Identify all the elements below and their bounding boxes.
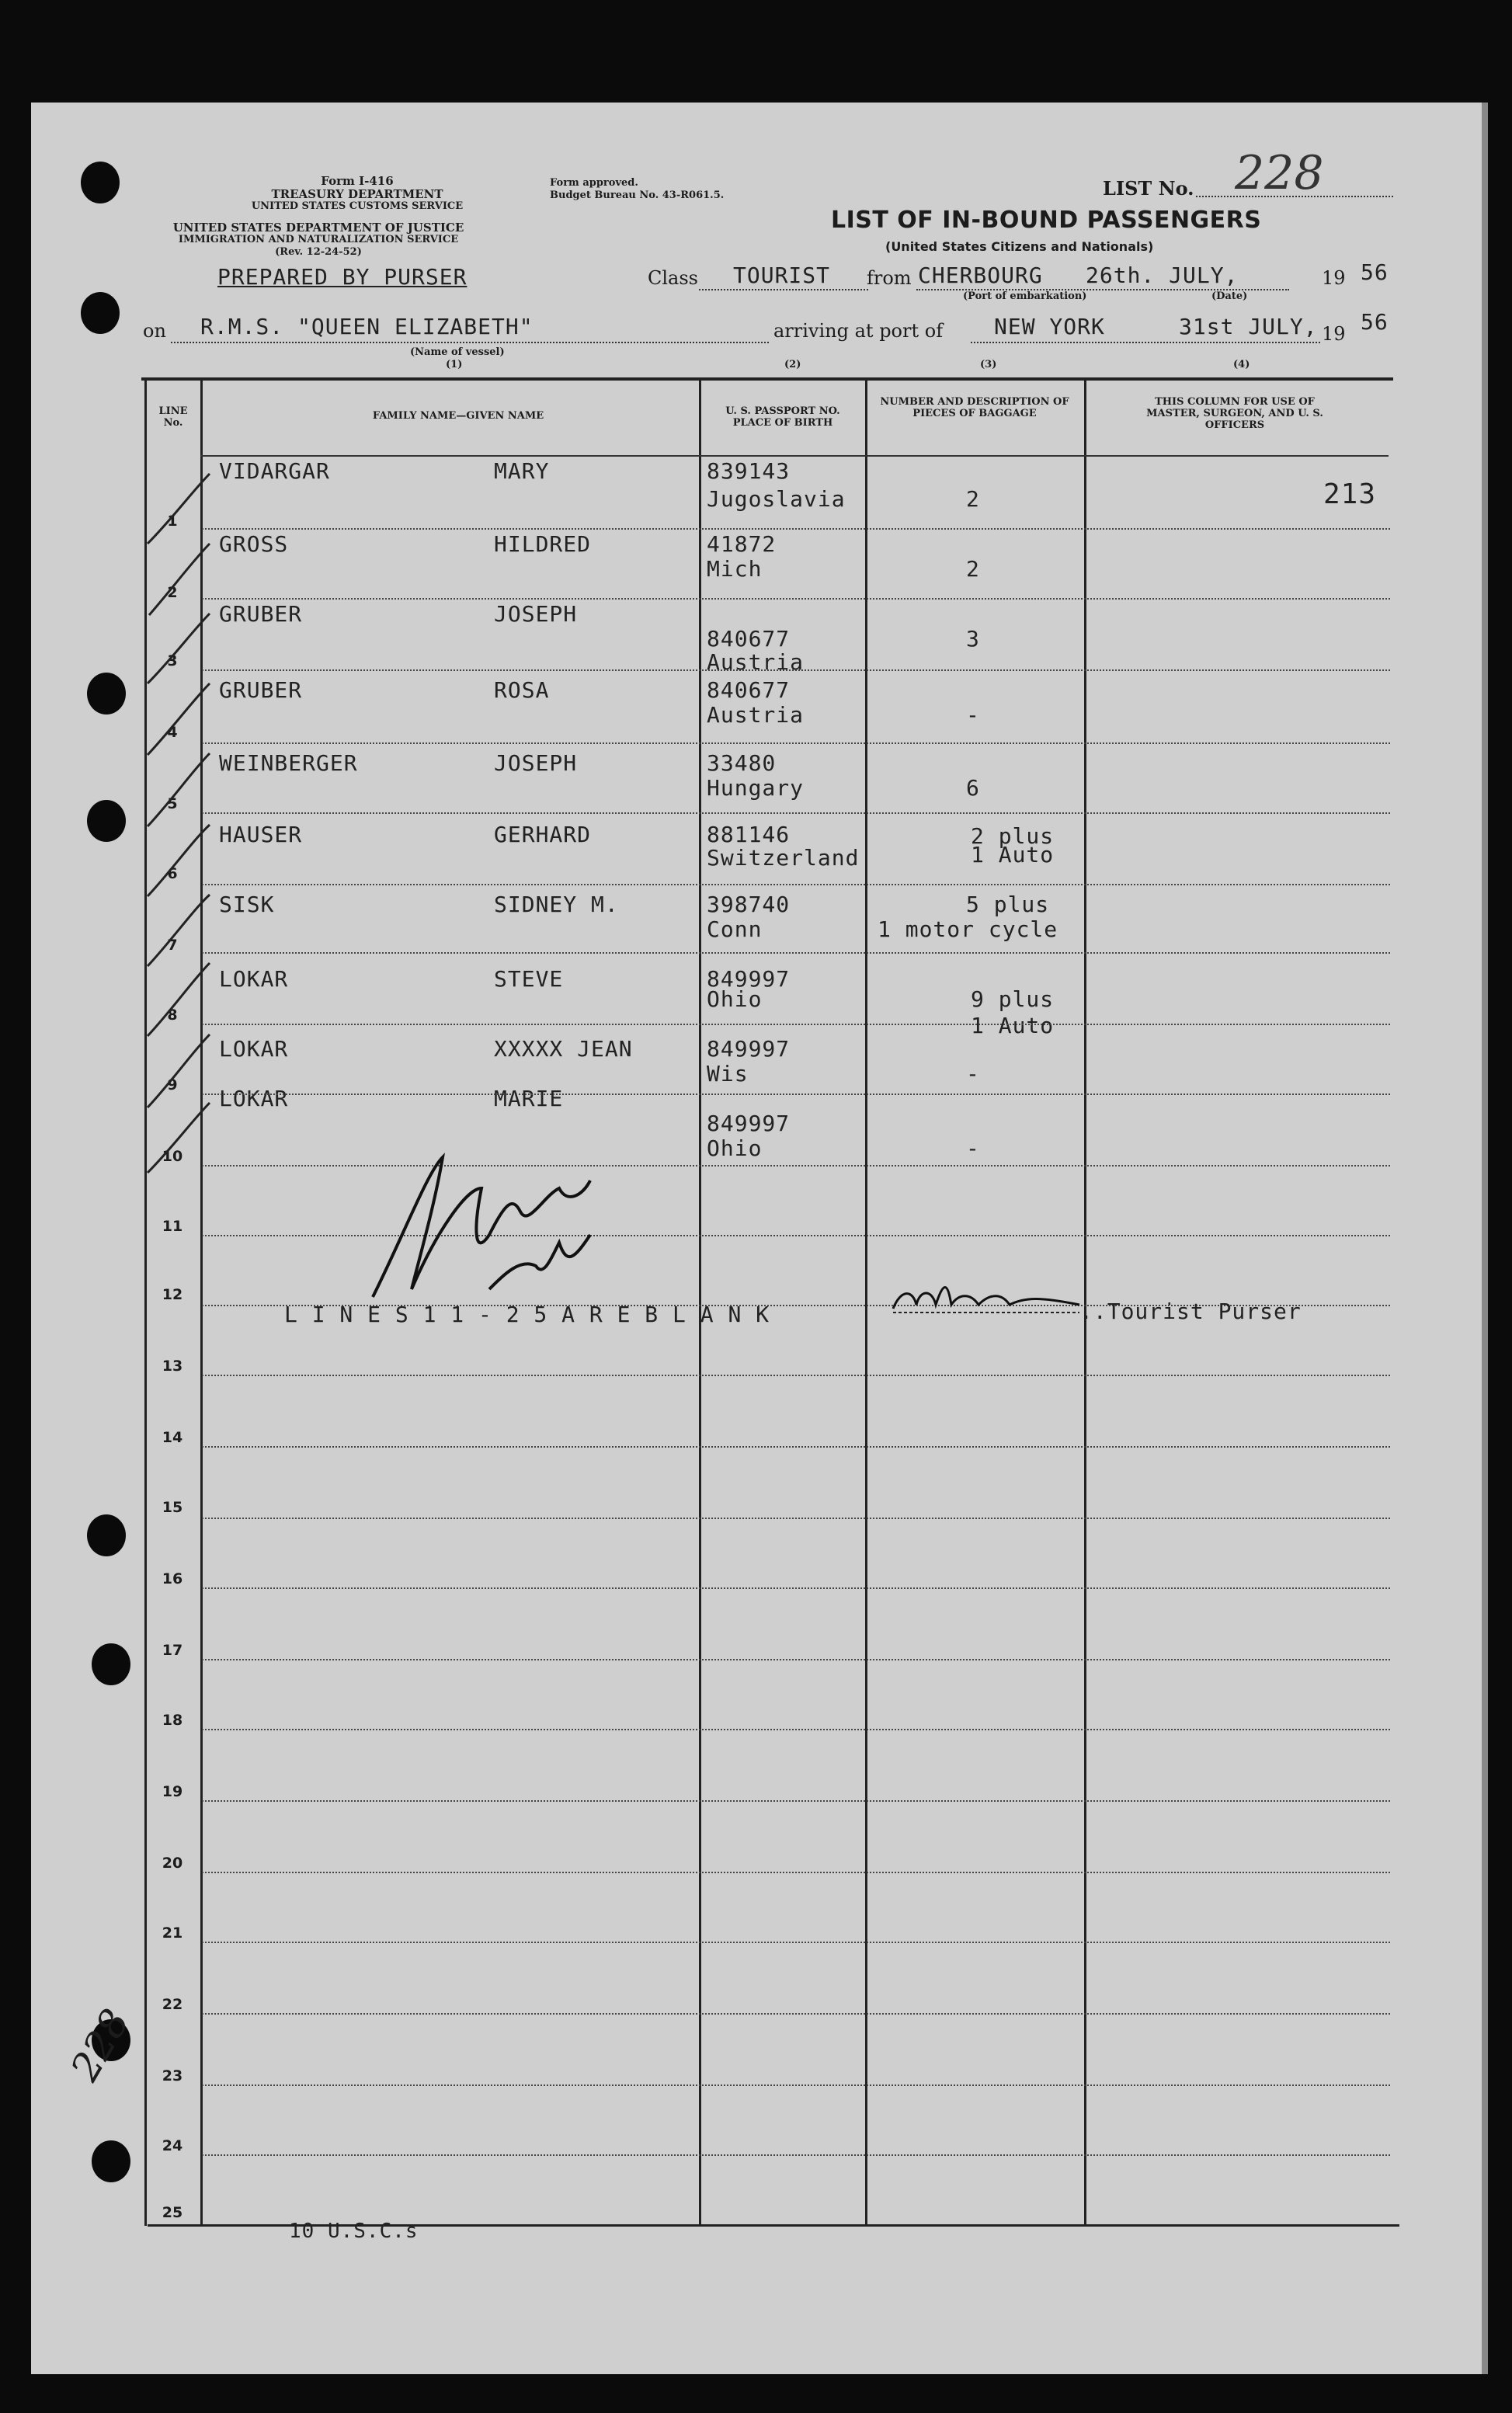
place-of-birth: Mich [707,556,763,582]
baggage-extra: 1 motor cycle [878,916,1058,942]
line-number: 16 [162,1570,183,1587]
line-number: 8 [167,1007,178,1024]
row-separator [202,1942,1390,1943]
family-name: GRUBER [219,601,303,627]
prepared-by: PREPARED BY PURSER [217,264,468,290]
header-underline [200,455,1389,457]
punch-hole [87,800,126,842]
col-num-2: (2) [784,359,801,370]
baggage-count: 2 [966,486,980,512]
from-label: from [867,267,912,289]
arrival-line [971,342,1320,343]
baggage-count: - [966,1061,980,1087]
line-number: 23 [162,2067,183,2084]
vessel-caption: (Name of vessel) [410,346,505,358]
line-number: 18 [162,1712,183,1729]
passport-number: 840677 [707,626,791,652]
line-number: 7 [167,937,178,954]
row-separator [202,1093,1390,1095]
place-of-birth: Jugoslavia [707,486,846,512]
family-name: SISK [219,892,275,917]
row-separator [202,1446,1390,1448]
line-number: 4 [167,724,178,741]
row-separator [202,1024,1390,1025]
arrival-date: 31st JULY, [1179,314,1318,339]
baggage-extra: 1 Auto [971,1013,1055,1038]
given-name: JOSEPH [494,601,578,627]
family-name: WEINBERGER [219,750,358,776]
row-separator [202,2154,1390,2156]
given-name: ROSA [494,677,550,703]
year-prefix-1: 19 [1322,267,1346,289]
manifest-page [31,103,1482,2374]
class-label: Class [648,267,698,289]
from-value: CHERBOURG [918,263,1043,288]
row-separator [202,598,1390,600]
line-number: 24 [162,2137,183,2154]
baggage-count: 3 [966,626,980,652]
family-name: VIDARGAR [219,458,330,484]
customs-service: UNITED STATES CUSTOMS SERVICE [251,200,464,212]
line-number: 20 [162,1855,183,1872]
place-of-birth: Wis [707,1061,749,1087]
given-name: STEVE [494,966,564,992]
year-2: 56 [1361,309,1389,335]
line-number: 25 [162,2204,183,2221]
passport-number: 840677 [707,677,791,703]
row-separator [202,952,1390,954]
given-name: MARIE [494,1086,564,1111]
budget-bureau: Budget Bureau No. 43-R061.5. [550,189,725,201]
page-edge [1482,103,1488,2374]
passport-number: 849997 [707,1111,791,1136]
vessel-line [171,342,769,343]
given-name: SIDNEY M. [494,892,619,917]
given-name: JOSEPH [494,750,578,776]
passport-number: 849997 [707,1036,791,1062]
place-of-birth: Austria [707,702,805,728]
on-label: on [143,320,166,342]
baggage-count: 2 [966,556,980,582]
family-name: HAUSER [219,822,303,847]
footer-note: 10 U.S.C.s [289,2220,419,2243]
line-number: 12 [162,1286,183,1303]
handwritten-signature [357,1142,683,1313]
given-name: HILDRED [494,531,592,557]
row-separator [202,1872,1390,1873]
check-marks [140,450,217,1180]
depart-date: 26th. JULY, [1086,263,1239,288]
row-separator [202,1729,1390,1730]
line-number: 22 [162,1996,183,2013]
passport-number: 33480 [707,750,777,776]
line-number: 21 [162,1924,183,1942]
row-separator [202,884,1390,885]
officer-note: 213 [1323,478,1377,510]
place-of-birth: Ohio [707,1135,763,1161]
given-name: MARY [494,458,550,484]
year-prefix-2: 19 [1322,323,1346,345]
arriving-label: arriving at port of [773,320,944,342]
row-separator [202,1800,1390,1802]
line-number: 10 [162,1148,183,1165]
row-separator [202,1518,1390,1519]
header-baggage: NUMBER AND DESCRIPTION OF PIECES OF BAGGAGE [880,396,1069,419]
col-num-3: (3) [980,359,997,370]
baggage-count: 9 plus [971,986,1055,1012]
table-top-border [141,377,1393,381]
line-number: 15 [162,1499,183,1516]
family-name: GROSS [219,531,289,557]
line-number: 1 [167,513,178,530]
page-subtitle: (United States Citizens and Nationals) [885,239,1154,254]
passport-number: 849997 [707,966,791,992]
handwritten-initials [885,1274,1087,1328]
place-of-birth: Austria [707,649,805,675]
treasury-dept: TREASURY DEPARTMENT [271,187,443,201]
baggage-count: 6 [966,775,980,801]
line-number: 13 [162,1358,183,1375]
punch-hole [87,673,126,715]
header-passport: U. S. PASSPORT NO. PLACE OF BIRTH [725,405,840,429]
baggage-count: 2 plus [971,823,1055,849]
place-of-birth: Switzerland [707,845,860,871]
given-name: XXXXX JEAN [494,1036,633,1062]
passport-number: 881146 [707,822,791,847]
col-num-1: (1) [446,359,463,370]
place-of-birth: Ohio [707,986,763,1012]
row-separator [202,812,1390,814]
baggage-count: 5 plus [966,892,1050,917]
justice-dept: UNITED STATES DEPARTMENT OF JUSTICE [172,221,464,235]
passport-number: 41872 [707,531,777,557]
margin-note: 228 [62,2001,138,2088]
row-separator [202,742,1390,744]
row-separator [202,2013,1390,2015]
row-separator [202,1659,1390,1660]
line-number: 11 [162,1218,183,1235]
col-num-4: (4) [1233,359,1250,370]
line-number: 6 [167,865,178,882]
punch-hole [92,1643,130,1685]
baggage-count: - [966,1135,980,1161]
row-separator [202,1587,1390,1589]
family-name: LOKAR [219,1086,289,1111]
family-name: LOKAR [219,1036,289,1062]
row-separator [202,2084,1390,2086]
place-of-birth: Conn [707,916,763,942]
ins-service: IMMIGRATION AND NATURALIZATION SERVICE [178,234,459,245]
header-officers: THIS COLUMN FOR USE OF MASTER, SURGEON, AND U. S. OFFICERS [1146,396,1323,431]
family-name: GRUBER [219,677,303,703]
port-embark-caption: (Port of embarkation) [963,290,1087,302]
date-caption: (Date) [1211,290,1248,302]
line-number: 17 [162,1642,183,1659]
line-number: 2 [167,584,178,601]
class-value: TOURIST [733,263,831,288]
row-separator [202,669,1390,671]
punch-hole [81,162,120,203]
place-of-birth: Hungary [707,775,805,801]
revision-date: (Rev. 12-24-52) [275,246,362,258]
vessel-name: R.M.S. "QUEEN ELIZABETH" [200,314,534,339]
list-no-value: 228 [1235,146,1324,200]
header-line-no: LINE No. [158,405,188,429]
arrival-port: NEW YORK [994,314,1105,339]
blank-lines-note: L I N E S 1 1 - 2 5 A R E B L A N K [284,1302,770,1327]
passport-number: 839143 [707,458,791,484]
row-separator [202,1375,1390,1376]
line-number: 9 [167,1076,178,1093]
list-no-label: LIST No. [1103,177,1194,200]
baggage-extra: 1 Auto [971,842,1055,867]
line-number: 19 [162,1783,183,1800]
line-number: 3 [167,652,178,669]
class-line [699,289,868,290]
header-name: FAMILY NAME—GIVEN NAME [372,410,544,422]
punch-hole [81,292,120,334]
punch-hole [87,1514,126,1556]
form-approved: Form approved. [550,177,638,189]
passport-number: 398740 [707,892,791,917]
baggage-count: - [966,702,980,728]
signer-title: ..Tourist Purser [1079,1299,1302,1324]
page-title: LIST OF IN-BOUND PASSENGERS [831,207,1262,234]
form-number: Form I-416 [321,174,394,188]
year-1: 56 [1361,259,1389,285]
given-name: GERHARD [494,822,592,847]
line-number: 5 [167,795,178,812]
row-separator [202,528,1390,530]
col-divider-passport [865,377,867,2226]
line-number: 14 [162,1429,183,1446]
family-name: LOKAR [219,966,289,992]
punch-hole [92,2140,130,2182]
